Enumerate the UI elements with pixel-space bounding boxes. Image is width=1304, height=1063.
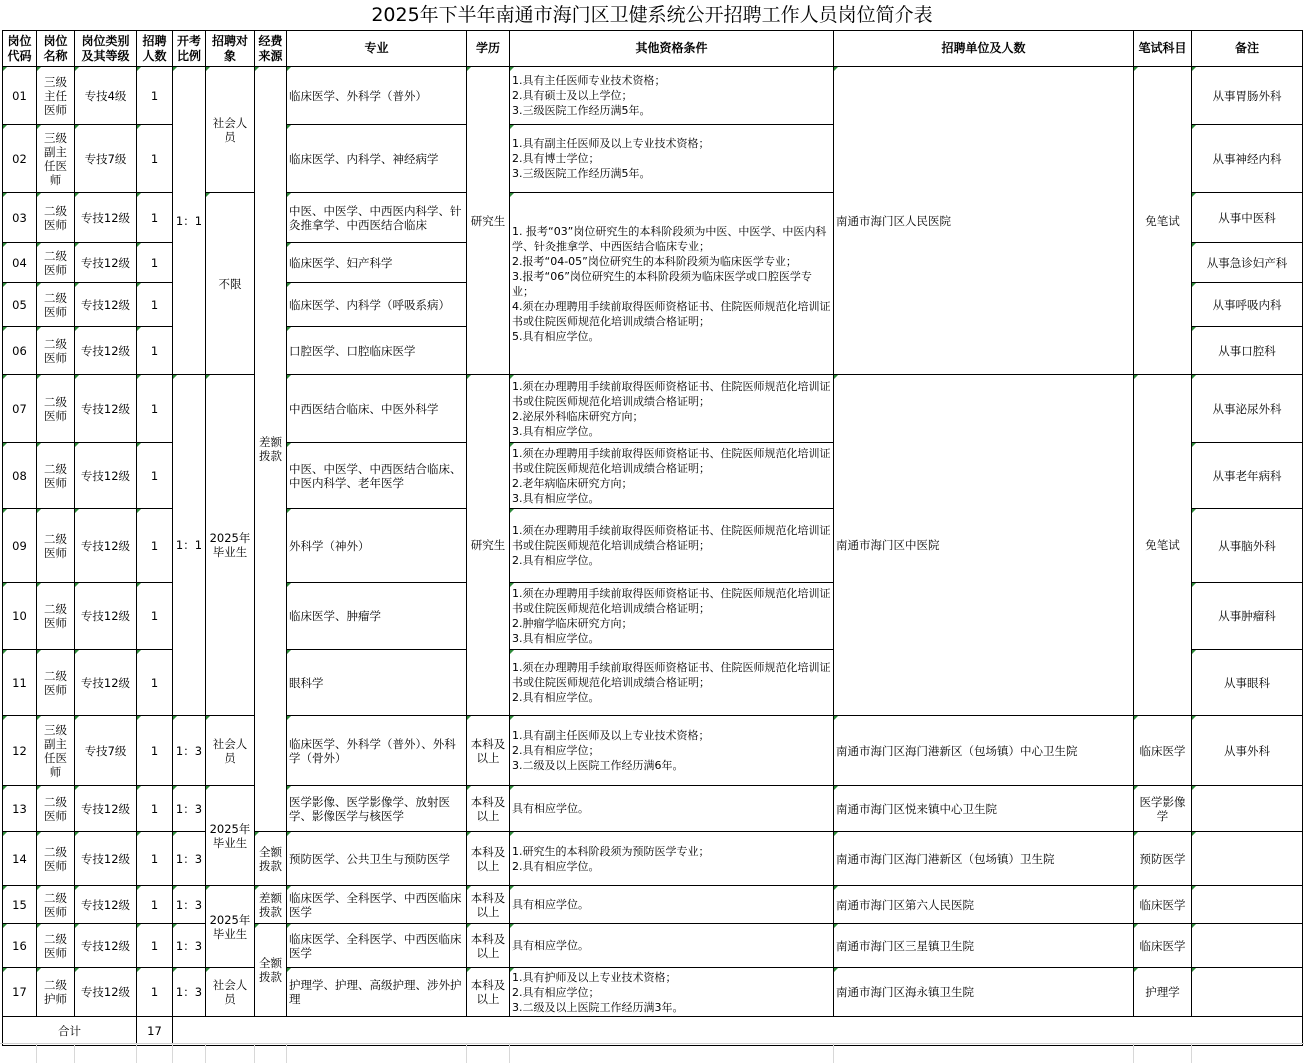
- note: [1192, 832, 1303, 886]
- position-level: 专技12级: [75, 283, 137, 327]
- position-name: 二级医师: [37, 650, 75, 716]
- note: 从事口腔科: [1192, 327, 1303, 375]
- exam-subject: 免笔试: [1134, 375, 1192, 716]
- note: [1192, 786, 1303, 832]
- header-cell: 经费来源: [255, 31, 287, 67]
- major: 中医、中医学、中西医结合临床、中医内科学、老年医学: [287, 443, 467, 509]
- requirement-line: 2.具有博士学位；: [512, 152, 600, 165]
- position-code: 14: [3, 832, 37, 886]
- note: [1192, 924, 1303, 968]
- requirement-line: 3.报考“06”岗位研究生的本科阶段须为临床医学或口腔医学专业；: [512, 269, 812, 298]
- requirement-line: 1.具有副主任医师及以上专业技术资格；: [512, 137, 710, 150]
- note: 从事泌尿外科: [1192, 375, 1303, 443]
- requirement-line: 2.肿瘤学临床研究方向；: [512, 617, 633, 630]
- position-name: 三级副主任医师: [37, 716, 75, 786]
- hire-count: 1: [137, 650, 173, 716]
- position-code: 08: [3, 443, 37, 509]
- education: 本科及以上: [467, 968, 510, 1017]
- position-code: 06: [3, 327, 37, 375]
- position-name: 三级主任医师: [37, 67, 75, 125]
- major: 口腔医学、口腔临床医学: [287, 327, 467, 375]
- note: 从事呼吸内科: [1192, 283, 1303, 327]
- target-group: 2025年毕业生: [206, 375, 255, 716]
- major: 临床医学、内科学（呼吸系病）: [287, 283, 467, 327]
- hire-count: 1: [137, 327, 173, 375]
- major: 眼科学: [287, 650, 467, 716]
- requirement-line: 3.具有相应学位。: [512, 632, 600, 645]
- requirement-line: 具有相应学位。: [512, 939, 589, 952]
- table-row: [3, 886, 1303, 924]
- exam-subject: 临床医学: [1134, 716, 1192, 786]
- hiring-unit: 南通市海门区悦来镇中心卫生院: [834, 786, 1134, 832]
- note: 从事胃肠外科: [1192, 67, 1303, 125]
- hire-count: 1: [137, 832, 173, 886]
- hire-count: 1: [137, 509, 173, 583]
- education: 本科及以上: [467, 886, 510, 924]
- exam-ratio: 1：3: [173, 924, 206, 968]
- hire-count: 1: [137, 67, 173, 125]
- hire-count: 1: [137, 968, 173, 1017]
- major: 临床医学、外科学（普外）、外科学（骨外）: [287, 716, 467, 786]
- position-level: 专技12级: [75, 650, 137, 716]
- table-row: [3, 924, 1303, 968]
- requirement-line: 2.具有相应学位。: [512, 859, 600, 873]
- position-level: 专技12级: [75, 375, 137, 443]
- exam-subject: 预防医学: [1134, 832, 1192, 886]
- total-label: 合计: [3, 1017, 137, 1046]
- requirements: [510, 443, 834, 509]
- position-level: 专技12级: [75, 443, 137, 509]
- requirements: [510, 375, 834, 443]
- exam-ratio: 1：3: [173, 716, 206, 786]
- requirement-line: 具有相应学位。: [512, 898, 589, 911]
- target-group: 不限: [206, 193, 255, 375]
- table-row: [3, 968, 1303, 1017]
- requirement-line: 1.须在办理聘用手续前取得医师资格证书、住院医师规范化培训证书或住院医师规范化培训成绩合格证明；: [512, 446, 831, 475]
- header-cell: 笔试科目: [1134, 31, 1192, 67]
- exam-ratio: 1：3: [173, 886, 206, 924]
- requirement-line: 1. 报考“03”岗位研究生的本科阶段须为中医、中医学、中医内科学、针灸推拿学、中西医结合临床专业；: [512, 224, 827, 253]
- position-name: 二级医师: [37, 243, 75, 283]
- major: 医学影像、医学影像学、放射医学、影像医学与核医学: [287, 786, 467, 832]
- header-cell: 岗位名称: [37, 31, 75, 67]
- header-cell: 招聘单位及人数: [834, 31, 1134, 67]
- sheet-gridlines: [0, 1043, 1304, 1063]
- requirement-line: 3.具有相应学位。: [512, 424, 600, 438]
- education: 研究生: [467, 67, 510, 375]
- major: 临床医学、妇产科学: [287, 243, 467, 283]
- position-code: 09: [3, 509, 37, 583]
- position-level: 专技12级: [75, 583, 137, 650]
- table-row: [3, 375, 1303, 443]
- major: 外科学（神外）: [287, 509, 467, 583]
- fund-source: 全额拨款: [255, 924, 287, 1017]
- target-group: 社会人员: [206, 968, 255, 1017]
- position-code: 05: [3, 283, 37, 327]
- requirement-line: 5.具有相应学位。: [512, 329, 600, 343]
- header-cell: 岗位代码: [3, 31, 37, 67]
- requirement-line: 2.具有相应学位；: [512, 744, 600, 757]
- position-code: 11: [3, 650, 37, 716]
- requirement-line: 3.三级医院工作经历满5年。: [512, 104, 651, 117]
- hiring-unit: 南通市海门区第六人民医院: [834, 886, 1134, 924]
- position-code: 02: [3, 125, 37, 193]
- position-code: 07: [3, 375, 37, 443]
- major: 临床医学、全科医学、中西医临床医学: [287, 924, 467, 968]
- header-cell: 专业: [287, 31, 467, 67]
- target-group: 社会人员: [206, 716, 255, 786]
- requirement-line: 2.老年病临床研究方向；: [512, 476, 633, 490]
- education: 本科及以上: [467, 786, 510, 832]
- requirements: [510, 193, 834, 375]
- requirement-line: 1.须在办理聘用手续前取得医师资格证书、住院医师规范化培训证书或住院医师规范化培训成绩合格证明；: [512, 661, 831, 689]
- position-level: 专技12级: [75, 243, 137, 283]
- requirements: [510, 968, 834, 1017]
- position-name: 二级护师: [37, 968, 75, 1017]
- total-blank: [173, 1017, 1303, 1046]
- exam-ratio: 1：1: [173, 67, 206, 375]
- requirement-line: 1.研究生的本科阶段须为预防医学专业；: [512, 844, 710, 858]
- requirement-line: 2.具有相应学位。: [512, 691, 600, 704]
- exam-ratio: 1：3: [173, 968, 206, 1017]
- requirements: [510, 509, 834, 583]
- position-code: 03: [3, 193, 37, 243]
- hire-count: 1: [137, 924, 173, 968]
- target-group: 2025年毕业生: [206, 786, 255, 886]
- note: 从事神经内科: [1192, 125, 1303, 193]
- position-name: 二级医师: [37, 886, 75, 924]
- requirement-line: 1.具有主任医师专业技术资格；: [512, 74, 666, 87]
- hiring-unit: 南通市海门区海永镇卫生院: [834, 968, 1134, 1017]
- hire-count: 1: [137, 886, 173, 924]
- exam-subject: 免笔试: [1134, 67, 1192, 375]
- note: 从事急诊妇产科: [1192, 243, 1303, 283]
- position-level: 专技7级: [75, 125, 137, 193]
- hire-count: 1: [137, 193, 173, 243]
- exam-ratio: 1：1: [173, 375, 206, 716]
- requirement-line: 2.具有相应学位。: [512, 554, 600, 567]
- position-name: 二级医师: [37, 583, 75, 650]
- note: 从事老年病科: [1192, 443, 1303, 509]
- table-row: [3, 786, 1303, 832]
- exam-ratio: 1：3: [173, 832, 206, 886]
- position-name: 二级医师: [37, 832, 75, 886]
- major: 中医、中医学、中西医内科学、针灸推拿学、中西医结合临床: [287, 193, 467, 243]
- requirement-line: 具有相应学位。: [512, 802, 589, 815]
- requirement-line: 1.须在办理聘用手续前取得医师资格证书、住院医师规范化培训证书或住院医师规范化培训成绩合格证明；: [512, 587, 831, 615]
- total-count: 17: [137, 1017, 173, 1046]
- table-row: [3, 67, 1303, 125]
- major: 临床医学、内科学、神经病学: [287, 125, 467, 193]
- fund-source: 全额拨款: [255, 832, 287, 886]
- education: 本科及以上: [467, 832, 510, 886]
- position-code: 16: [3, 924, 37, 968]
- position-level: 专技12级: [75, 786, 137, 832]
- position-code: 13: [3, 786, 37, 832]
- requirements: [510, 924, 834, 968]
- position-name: 二级医师: [37, 509, 75, 583]
- note: 从事肿瘤科: [1192, 583, 1303, 650]
- position-code: 17: [3, 968, 37, 1017]
- hiring-unit: 南通市海门区三星镇卫生院: [834, 924, 1134, 968]
- exam-ratio: 1：3: [173, 786, 206, 832]
- note: [1192, 886, 1303, 924]
- position-code: 15: [3, 886, 37, 924]
- target-group: 社会人员: [206, 67, 255, 193]
- position-name: 二级医师: [37, 283, 75, 327]
- requirement-line: 2.泌尿外科临床研究方向；: [512, 409, 644, 423]
- requirements: [510, 650, 834, 716]
- header-cell: 招聘对象: [206, 31, 255, 67]
- requirements: [510, 67, 834, 125]
- requirement-line: 3.三级医院工作经历满5年。: [512, 167, 651, 180]
- requirements: [510, 125, 834, 193]
- position-name: 二级医师: [37, 924, 75, 968]
- major: 临床医学、全科医学、中西医临床医学: [287, 886, 467, 924]
- position-level: 专技4级: [75, 67, 137, 125]
- hire-count: 1: [137, 443, 173, 509]
- hire-count: 1: [137, 283, 173, 327]
- position-name: 二级医师: [37, 786, 75, 832]
- requirement-line: 3.二级及以上医院工作经历满3年。: [512, 1000, 684, 1014]
- requirements: [510, 786, 834, 832]
- position-code: 01: [3, 67, 37, 125]
- major: 预防医学、公共卫生与预防医学: [287, 832, 467, 886]
- fund-source: 差额拨款: [255, 886, 287, 924]
- education: 本科及以上: [467, 716, 510, 786]
- header-cell: 其他资格条件: [510, 31, 834, 67]
- position-name: 三级副主任医师: [37, 125, 75, 193]
- position-level: 专技12级: [75, 924, 137, 968]
- exam-subject: 临床医学: [1134, 886, 1192, 924]
- total-row: [3, 1017, 1303, 1046]
- note: [1192, 968, 1303, 1017]
- requirements: [510, 886, 834, 924]
- header-cell: 岗位类别及其等级: [75, 31, 137, 67]
- requirements: [510, 832, 834, 886]
- requirement-line: 1.须在办理聘用手续前取得医师资格证书、住院医师规范化培训证书或住院医师规范化培训成绩合格证明；: [512, 379, 831, 408]
- position-level: 专技12级: [75, 886, 137, 924]
- requirement-line: 1.具有副主任医师及以上专业技术资格；: [512, 729, 710, 742]
- hire-count: 1: [137, 786, 173, 832]
- hiring-unit: 南通市海门区海门港新区（包场镇）卫生院: [834, 832, 1134, 886]
- major: 中西医结合临床、中医外科学: [287, 375, 467, 443]
- hire-count: 1: [137, 583, 173, 650]
- position-code: 10: [3, 583, 37, 650]
- major: 护理学、护理、高级护理、涉外护理: [287, 968, 467, 1017]
- note: 从事中医科: [1192, 193, 1303, 243]
- table-row: [3, 832, 1303, 886]
- exam-subject: 医学影像学: [1134, 786, 1192, 832]
- hiring-unit: 南通市海门区海门港新区（包场镇）中心卫生院: [834, 716, 1134, 786]
- page-title: 2025年下半年南通市海门区卫健系统公开招聘工作人员岗位简介表: [371, 4, 933, 26]
- fund-source: 差额拨款: [255, 67, 287, 832]
- position-name: 二级医师: [37, 327, 75, 375]
- requirement-line: 2.具有硕士及以上学位；: [512, 89, 633, 102]
- position-level: 专技12级: [75, 509, 137, 583]
- note: 从事脑外科: [1192, 509, 1303, 583]
- table-row: [3, 716, 1303, 786]
- exam-subject: 护理学: [1134, 968, 1192, 1017]
- requirement-line: 2.报考“04-05”岗位研究生的本科阶段须为临床医学专业；: [512, 254, 797, 268]
- requirement-line: 4.须在办理聘用手续前取得医师资格证书、住院医师规范化培训证书或住院医师规范化培训成绩合格证明；: [512, 299, 831, 328]
- requirement-line: 1.具有护师及以上专业技术资格；: [512, 970, 677, 984]
- education: 研究生: [467, 375, 510, 716]
- header-cell: 备注: [1192, 31, 1303, 67]
- position-level: 专技7级: [75, 716, 137, 786]
- header-cell: 学历: [467, 31, 510, 67]
- major: 临床医学、肿瘤学: [287, 583, 467, 650]
- position-name: 二级医师: [37, 193, 75, 243]
- hiring-unit: 南通市海门区中医院: [834, 375, 1134, 716]
- hiring-unit: 南通市海门区人民医院: [834, 67, 1134, 375]
- header-cell: 招聘人数: [137, 31, 173, 67]
- position-level: 专技12级: [75, 832, 137, 886]
- position-name: 二级医师: [37, 443, 75, 509]
- position-level: 专技12级: [75, 327, 137, 375]
- note: 从事眼科: [1192, 650, 1303, 716]
- requirement-line: 2.具有相应学位；: [512, 985, 600, 999]
- education: 本科及以上: [467, 924, 510, 968]
- position-name: 二级医师: [37, 375, 75, 443]
- position-code: 04: [3, 243, 37, 283]
- hire-count: 1: [137, 716, 173, 786]
- note: 从事外科: [1192, 716, 1303, 786]
- header-cell: 开考比例: [173, 31, 206, 67]
- header-row: [3, 31, 1303, 67]
- exam-subject: 临床医学: [1134, 924, 1192, 968]
- hire-count: 1: [137, 375, 173, 443]
- recruitment-table: [2, 30, 1303, 1046]
- hire-count: 1: [137, 243, 173, 283]
- requirement-line: 1.须在办理聘用手续前取得医师资格证书、住院医师规范化培训证书或住院医师规范化培训成绩合格证明；: [512, 524, 831, 552]
- major: 临床医学、外科学（普外）: [287, 67, 467, 125]
- requirement-line: 3.具有相应学位。: [512, 491, 600, 505]
- requirements: [510, 583, 834, 650]
- target-group: 2025年毕业生: [206, 886, 255, 968]
- requirements: [510, 716, 834, 786]
- hire-count: 1: [137, 125, 173, 193]
- position-code: 12: [3, 716, 37, 786]
- requirement-line: 3.二级及以上医院工作经历满6年。: [512, 759, 684, 772]
- position-level: 专技12级: [75, 193, 137, 243]
- position-level: 专技12级: [75, 968, 137, 1017]
